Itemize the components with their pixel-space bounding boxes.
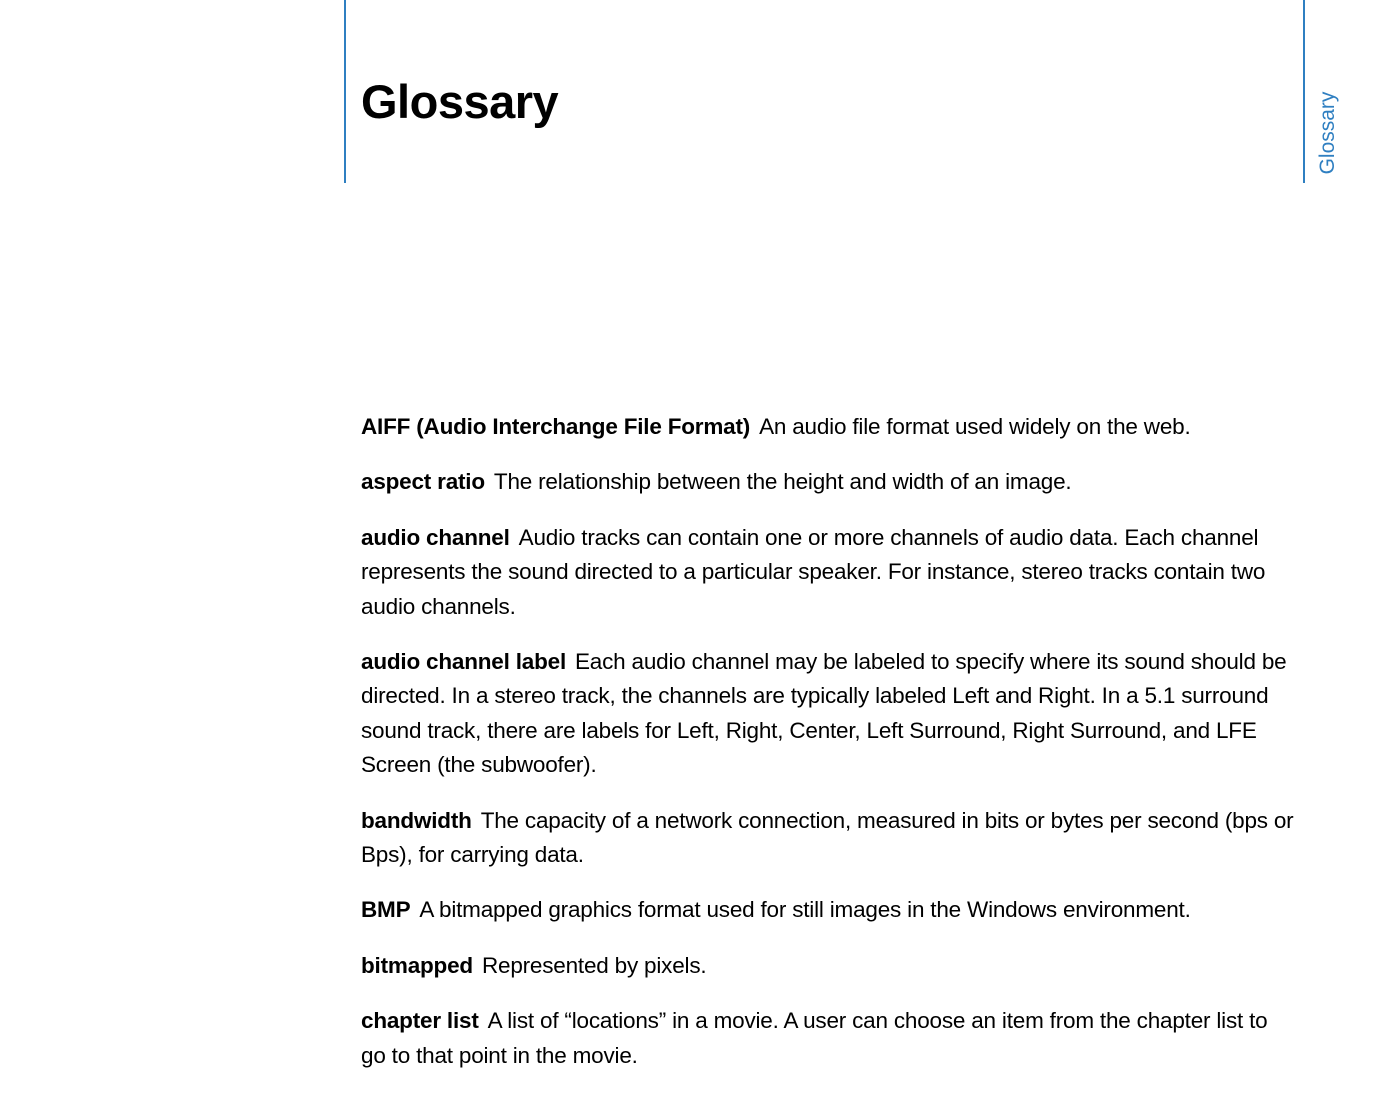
glossary-definition: An audio file format used widely on the web. — [759, 414, 1191, 439]
glossary-term: audio channel — [361, 524, 510, 550]
glossary-definition: A list of “locations” in a movie. A user can choose an item from the chapter list to go to that point in the movie. — [361, 1008, 1268, 1068]
glossary-entry — [361, 521, 1296, 624]
glossary-term: aspect ratio — [361, 469, 485, 495]
glossary-term: bitmapped — [361, 952, 473, 978]
glossary-entry — [361, 893, 1296, 927]
glossary-definition: Each audio channel may be labeled to specify where its sound should be directed. In a stereo track, the channels are typically labeled Left and Right. In a 5.1 surround sound track, there are labels for Left, Right, Center, Left Surround, Right Surround, and LFE Screen (the subwoofer). — [361, 649, 1287, 778]
glossary-entries — [361, 410, 1296, 1094]
glossary-definition: Audio tracks can contain one or more channels of audio data. Each channel represents the sound directed to a particular speaker. For instance, stereo tracks contain two audio channels. — [361, 524, 1266, 619]
glossary-entry — [361, 410, 1296, 444]
glossary-entry — [361, 465, 1296, 499]
side-tab-label: Glossary — [1316, 91, 1339, 175]
header-rule-left — [344, 0, 346, 183]
glossary-term: BMP — [361, 897, 411, 923]
side-tab-rule — [1303, 0, 1305, 183]
glossary-term: chapter list — [361, 1008, 479, 1034]
glossary-definition: The capacity of a network connection, measured in bits or bytes per second (bps or Bps), for carrying data. — [361, 807, 1294, 868]
glossary-term: AIFF (Audio Interchange File Format) — [361, 414, 751, 439]
glossary-entry — [361, 1004, 1296, 1073]
glossary-entry — [361, 949, 1296, 983]
glossary-definition: The relationship between the height and width of an image. — [493, 469, 1072, 495]
page-title: Glossary — [361, 75, 559, 128]
glossary-term: bandwidth — [361, 807, 472, 833]
glossary-entry — [361, 645, 1296, 783]
glossary-definition: A bitmapped graphics format used for still images in the Windows environment. — [419, 897, 1191, 923]
glossary-entry — [361, 804, 1296, 873]
glossary-definition: Represented by pixels. — [481, 952, 707, 978]
glossary-term: audio channel label — [361, 649, 566, 675]
side-tab — [1308, 85, 1348, 181]
